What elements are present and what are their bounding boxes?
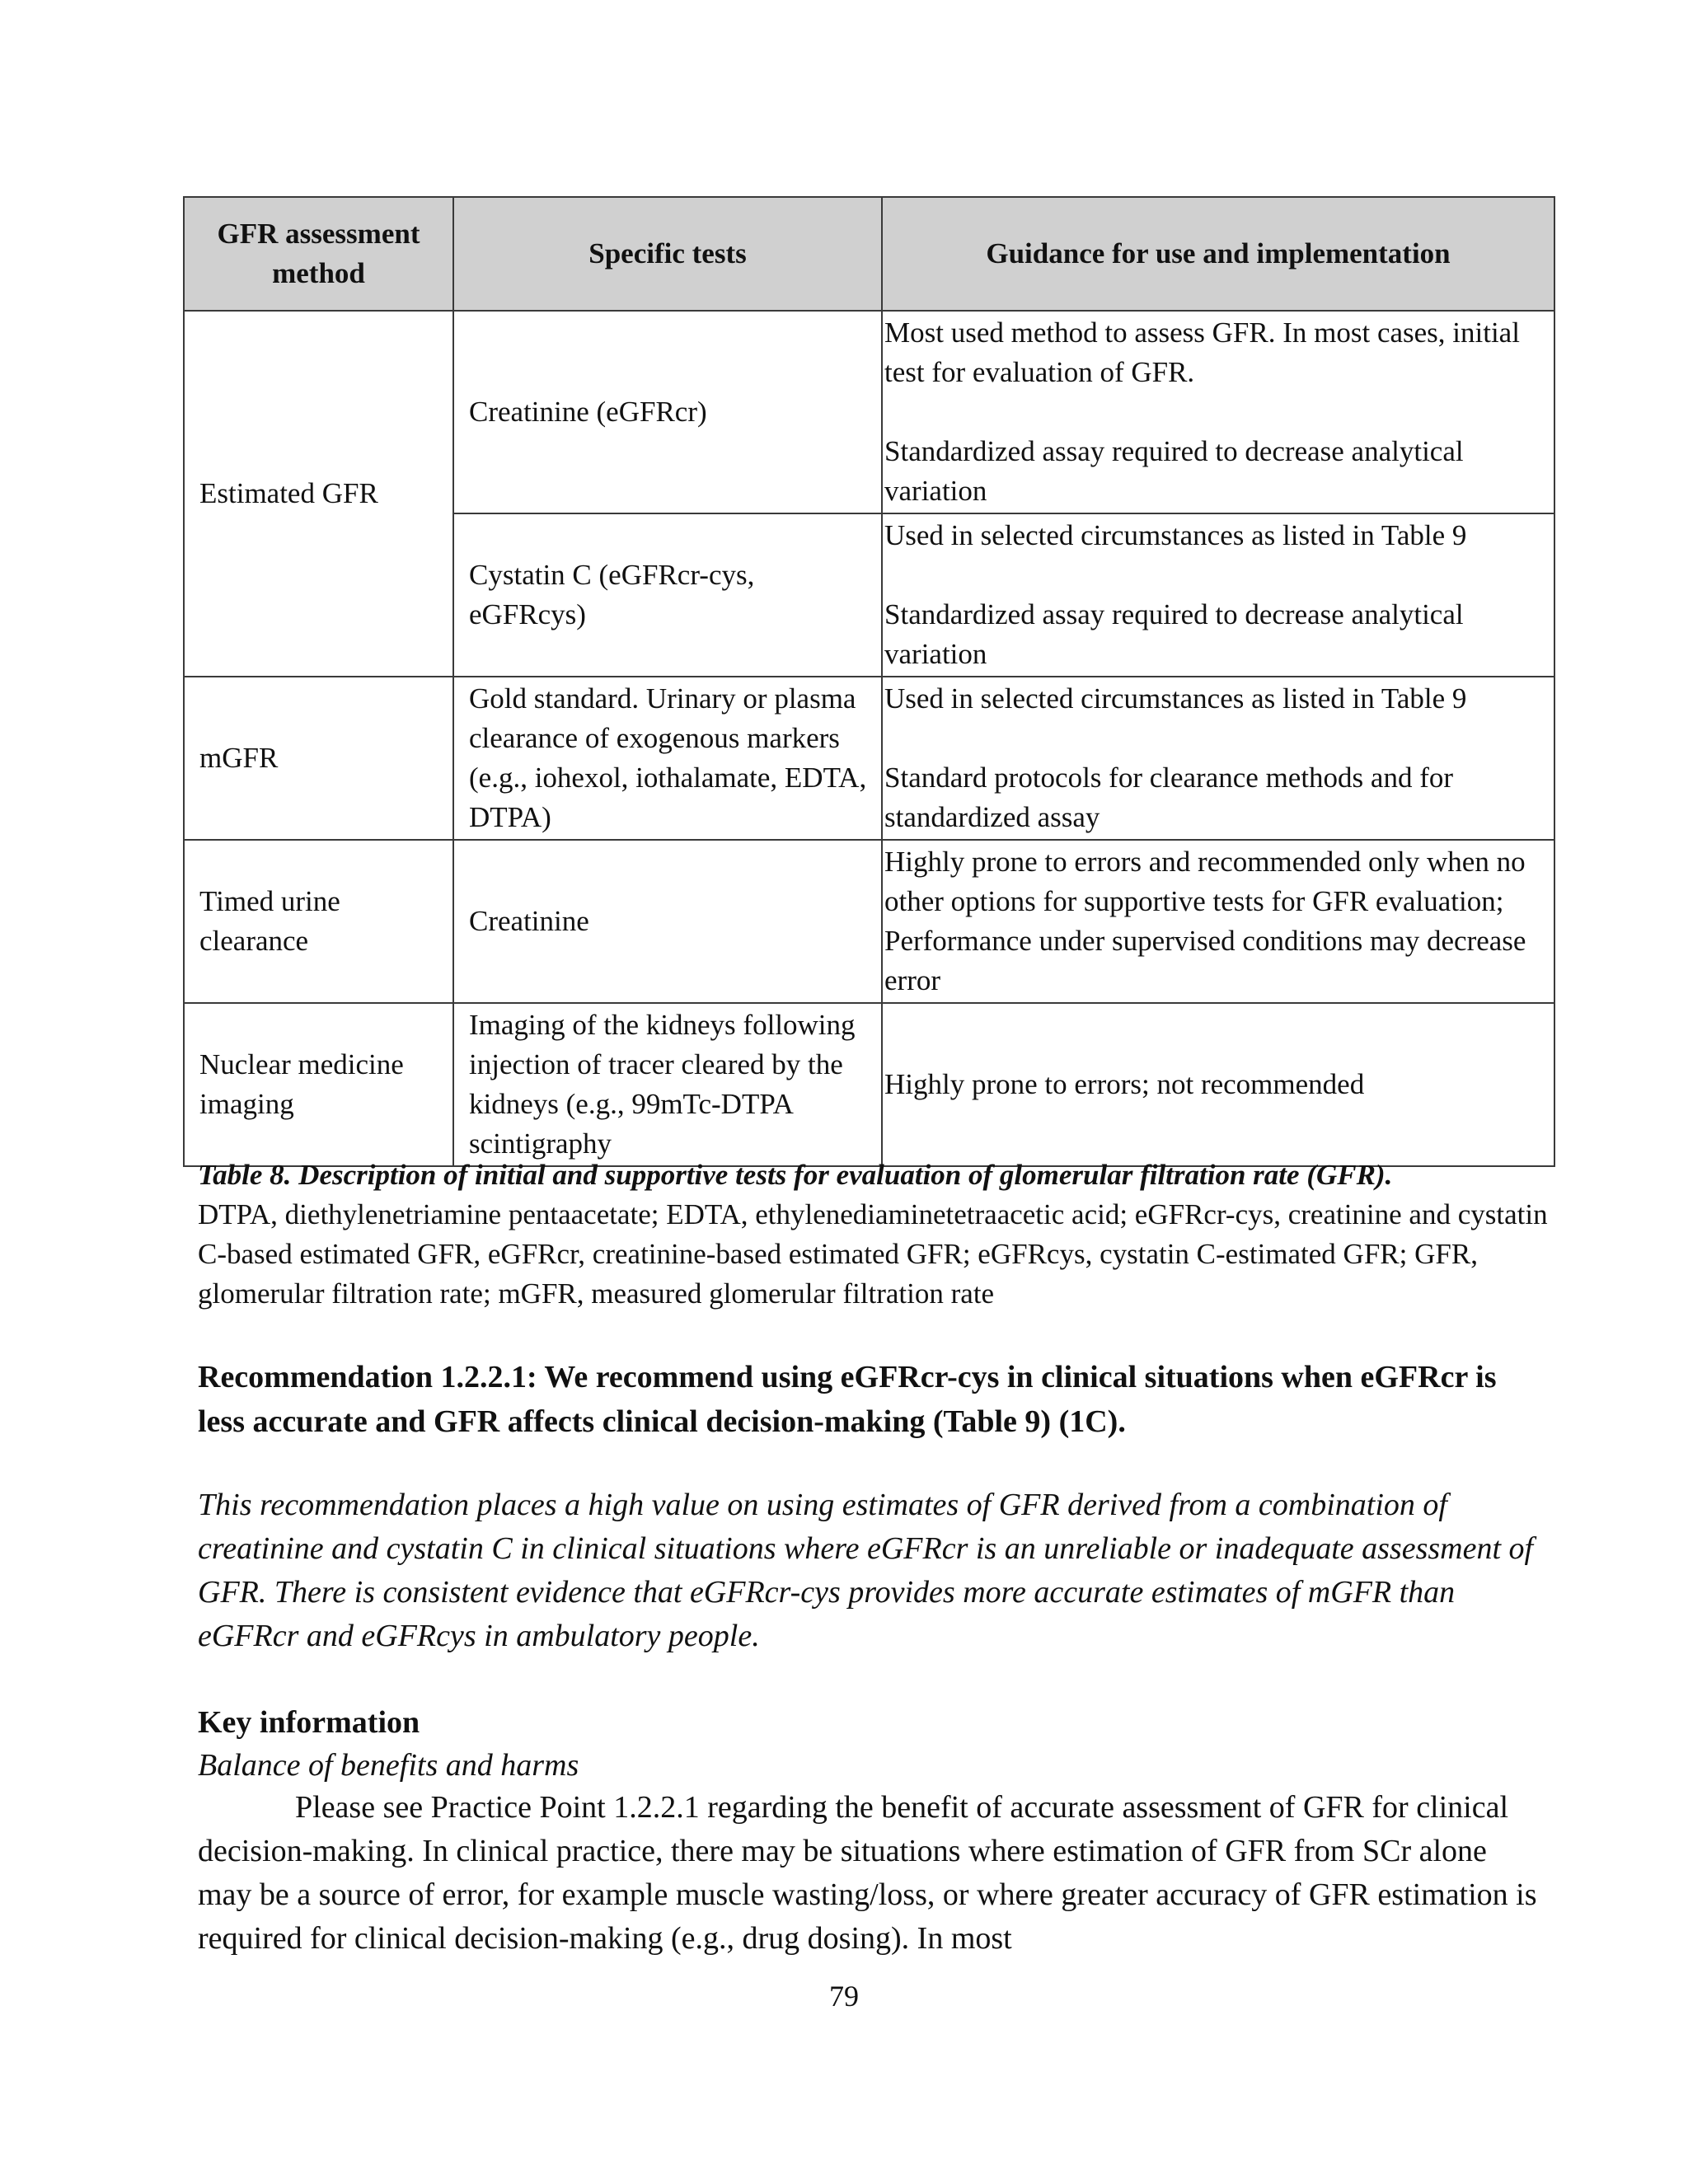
method-cell: Nuclear medicine imaging	[184, 1003, 453, 1166]
method-cell: Timed urine clearance	[184, 840, 453, 1003]
header-method: GFR assessment method	[184, 197, 453, 311]
table-caption	[198, 1155, 1550, 1314]
guidance-cell	[882, 311, 1554, 513]
guidance-line: Standard protocols for clearance methods and for standardized assay	[884, 762, 1454, 833]
table-caption-title: Table 8. Description of initial and supportive tests for evaluation of glomerular filtration rate (GFR).	[198, 1159, 1393, 1191]
section-subheading: Balance of benefits and harms	[198, 1748, 579, 1783]
test-cell: Creatinine	[453, 840, 882, 1003]
page-number: 79	[829, 1980, 859, 2013]
test-cell: Cystatin C (eGFRcr-cys, eGFRcys)	[453, 513, 882, 677]
gfr-tests-table	[183, 196, 1555, 1167]
guidance-cell: Highly prone to errors and recommended only when no other options for supportive tests for GFR evaluation; Performance under supervised conditions may decrease error	[882, 840, 1554, 1003]
table-row	[184, 840, 1554, 1003]
guidance-line: Most used method to assess GFR. In most cases, initial test for evaluation of GFR.	[884, 316, 1520, 388]
table-row	[184, 677, 1554, 840]
guidance-cell: Highly prone to errors; not recommended	[882, 1003, 1554, 1166]
guidance-line: Used in selected circumstances as listed in Table 9	[884, 519, 1467, 551]
table-row	[184, 1003, 1554, 1166]
recommendation-statement: Recommendation 1.2.2.1: We recommend using eGFRcr-cys in clinical situations when eGFRcr is less accurate and GFR affects clinical decision-making (Table 9) (1C).	[198, 1360, 1497, 1439]
recommendation-rationale: This recommendation places a high value on using estimates of GFR derived from a combination of creatinine and cystatin C in clinical situations where eGFRcr is an unreliable or inadequate assessment of GFR. There is consistent evidence that eGFRcr-cys provides more accurate estimates of mGFR than eGFRcr and eGFRcys in ambulatory people.	[198, 1488, 1534, 1653]
guidance-cell	[882, 677, 1554, 840]
guidance-line: Standardized assay required to decrease analytical variation	[884, 435, 1464, 507]
table-caption-body: DTPA, diethylenetriamine pentaacetate; EDTA, ethylenediaminetetraacetic acid; eGFRcr-cys, creatinine and cystatin C-based estimated GFR, eGFRcr, creatinine-based estimated GFR; eGFRcys, cystatin C-estimated GFR; GFR, glomerular filtration rate; mGFR, measured glomerular filtration rate	[198, 1198, 1548, 1310]
table-header-row	[184, 197, 1554, 311]
test-cell: Gold standard. Urinary or plasma clearance of exogenous markers (e.g., iohexol, iothalamate, EDTA, DTPA)	[453, 677, 882, 840]
header-specific-tests: Specific tests	[453, 197, 882, 311]
section-heading: Key information	[198, 1705, 420, 1740]
guidance-cell	[882, 513, 1554, 677]
test-cell: Imaging of the kidneys following injection of tracer cleared by the kidneys (e.g., 99mTc-DTPA scintigraphy	[453, 1003, 882, 1166]
guidance-line: Used in selected circumstances as listed in Table 9	[884, 682, 1467, 715]
table-row	[184, 311, 1554, 513]
body-paragraph: Please see Practice Point 1.2.2.1 regarding the benefit of accurate assessment of GFR for clinical decision-making. In clinical practice, there may be situations where estimation of GFR from SCr alone may be a source of error, for example muscle wasting/loss, or where greater accuracy of GFR estimation is required for clinical decision-making (e.g., drug dosing). In most	[198, 1790, 1537, 1956]
header-guidance: Guidance for use and implementation	[882, 197, 1554, 311]
guidance-line: Standardized assay required to decrease analytical variation	[884, 598, 1464, 670]
test-cell: Creatinine (eGFRcr)	[453, 311, 882, 513]
method-cell: Estimated GFR	[184, 311, 453, 677]
method-cell: mGFR	[184, 677, 453, 840]
